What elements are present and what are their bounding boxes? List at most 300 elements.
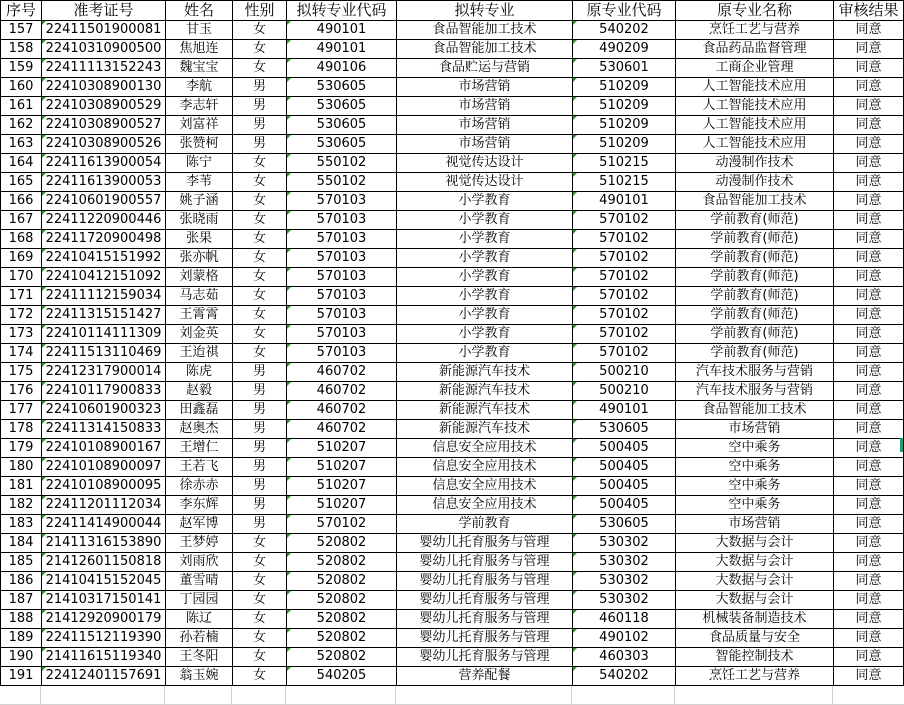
target-major-cell[interactable]: 市场营销	[397, 78, 573, 97]
target-major-cell[interactable]: 营养配餐	[397, 667, 573, 686]
gender-cell[interactable]: 女	[233, 249, 287, 268]
result-cell[interactable]: 同意	[834, 515, 904, 534]
name-cell[interactable]: 赵军博	[166, 515, 233, 534]
result-cell[interactable]: 同意	[834, 382, 904, 401]
target-code-cell[interactable]: 490101	[287, 40, 397, 59]
target-code-cell[interactable]: 550102	[287, 173, 397, 192]
target-major-cell[interactable]: 小学教育	[397, 249, 573, 268]
orig-major-cell[interactable]: 食品智能加工技术	[676, 192, 834, 211]
seq-cell[interactable]: 178	[1, 420, 42, 439]
target-code-cell[interactable]: 510207	[287, 458, 397, 477]
target-major-cell[interactable]: 小学教育	[397, 344, 573, 363]
name-cell[interactable]: 王增仁	[166, 439, 233, 458]
exam-id-cell[interactable]: 22411112159034	[42, 287, 166, 306]
seq-cell[interactable]: 189	[1, 629, 42, 648]
result-cell[interactable]: 同意	[834, 287, 904, 306]
result-cell[interactable]: 同意	[834, 211, 904, 230]
target-code-cell[interactable]: 510207	[287, 439, 397, 458]
orig-major-cell[interactable]: 学前教育(师范)	[676, 230, 834, 249]
orig-major-cell[interactable]: 大数据与会计	[676, 572, 834, 591]
seq-cell[interactable]: 172	[1, 306, 42, 325]
result-cell[interactable]: 同意	[834, 363, 904, 382]
exam-id-cell[interactable]: 22410108900167	[42, 439, 166, 458]
target-code-cell[interactable]: 530605	[287, 116, 397, 135]
target-major-cell[interactable]: 婴幼儿托育服务与管理	[397, 534, 573, 553]
target-code-cell[interactable]: 530605	[287, 97, 397, 116]
seq-cell[interactable]: 183	[1, 515, 42, 534]
exam-id-cell[interactable]: 21410415152045	[42, 572, 166, 591]
exam-id-cell[interactable]: 22411314150833	[42, 420, 166, 439]
result-cell[interactable]: 同意	[834, 648, 904, 667]
seq-cell[interactable]: 161	[1, 97, 42, 116]
gender-cell[interactable]: 男	[233, 458, 287, 477]
target-major-cell[interactable]: 新能源汽车技术	[397, 363, 573, 382]
orig-code-cell[interactable]: 570102	[573, 211, 676, 230]
gender-cell[interactable]: 女	[233, 40, 287, 59]
result-cell[interactable]: 同意	[834, 192, 904, 211]
orig-major-cell[interactable]: 市场营销	[676, 515, 834, 534]
orig-major-cell[interactable]: 智能控制技术	[676, 648, 834, 667]
seq-cell[interactable]: 186	[1, 572, 42, 591]
exam-id-cell[interactable]: 22410114111309	[42, 325, 166, 344]
gender-cell[interactable]: 男	[233, 363, 287, 382]
target-major-cell[interactable]: 小学教育	[397, 306, 573, 325]
exam-id-cell[interactable]: 21411316153890	[42, 534, 166, 553]
exam-id-cell[interactable]: 21412601150818	[42, 553, 166, 572]
gender-cell[interactable]: 男	[233, 382, 287, 401]
orig-code-cell[interactable]: 460118	[573, 610, 676, 629]
target-major-cell[interactable]: 市场营销	[397, 97, 573, 116]
result-cell[interactable]: 同意	[834, 154, 904, 173]
seq-cell[interactable]: 173	[1, 325, 42, 344]
result-cell[interactable]: 同意	[834, 477, 904, 496]
orig-code-cell[interactable]: 570102	[573, 268, 676, 287]
seq-cell[interactable]: 191	[1, 667, 42, 686]
exam-id-cell[interactable]: 22412401157691	[42, 667, 166, 686]
target-major-cell[interactable]: 小学教育	[397, 325, 573, 344]
gender-cell[interactable]: 女	[233, 667, 287, 686]
orig-code-cell[interactable]: 570102	[573, 306, 676, 325]
target-major-cell[interactable]: 小学教育	[397, 230, 573, 249]
name-cell[interactable]: 董雪晴	[166, 572, 233, 591]
gender-cell[interactable]: 男	[233, 439, 287, 458]
orig-code-cell[interactable]: 510215	[573, 154, 676, 173]
orig-major-cell[interactable]: 学前教育(师范)	[676, 325, 834, 344]
result-cell[interactable]: 同意	[834, 610, 904, 629]
target-major-cell[interactable]: 婴幼儿托育服务与管理	[397, 629, 573, 648]
name-cell[interactable]: 赵毅	[166, 382, 233, 401]
seq-cell[interactable]: 157	[1, 21, 42, 40]
orig-code-cell[interactable]: 490102	[573, 629, 676, 648]
name-cell[interactable]: 王梦婷	[166, 534, 233, 553]
result-cell[interactable]: 同意	[834, 496, 904, 515]
name-cell[interactable]: 徐赤赤	[166, 477, 233, 496]
name-cell[interactable]: 陈虎	[166, 363, 233, 382]
orig-code-cell[interactable]: 490101	[573, 401, 676, 420]
result-cell[interactable]: 同意	[834, 458, 904, 477]
exam-id-cell[interactable]: 22412317900014	[42, 363, 166, 382]
seq-cell[interactable]: 182	[1, 496, 42, 515]
gender-cell[interactable]: 女	[233, 534, 287, 553]
target-code-cell[interactable]: 510207	[287, 496, 397, 515]
orig-code-cell[interactable]: 460303	[573, 648, 676, 667]
orig-major-cell[interactable]: 空中乘务	[676, 477, 834, 496]
exam-id-cell[interactable]: 21410317150141	[42, 591, 166, 610]
name-cell[interactable]: 王霄霄	[166, 306, 233, 325]
gender-cell[interactable]: 男	[233, 477, 287, 496]
target-major-cell[interactable]: 信息安全应用技术	[397, 496, 573, 515]
gender-cell[interactable]: 女	[233, 572, 287, 591]
result-cell[interactable]: 同意	[834, 572, 904, 591]
result-cell[interactable]: 同意	[834, 401, 904, 420]
result-cell[interactable]: 同意	[834, 591, 904, 610]
exam-id-cell[interactable]: 22411501900081	[42, 21, 166, 40]
orig-code-cell[interactable]: 490209	[573, 40, 676, 59]
target-code-cell[interactable]: 570103	[287, 306, 397, 325]
name-cell[interactable]: 刘富祥	[166, 116, 233, 135]
orig-code-cell[interactable]: 530605	[573, 420, 676, 439]
target-major-cell[interactable]: 小学教育	[397, 287, 573, 306]
target-major-cell[interactable]: 视觉传达设计	[397, 154, 573, 173]
name-cell[interactable]: 孙若楠	[166, 629, 233, 648]
col-header-gender[interactable]: 性别	[233, 1, 287, 21]
exam-id-cell[interactable]: 22410601900323	[42, 401, 166, 420]
orig-code-cell[interactable]: 570102	[573, 344, 676, 363]
result-cell[interactable]: 同意	[834, 344, 904, 363]
result-cell[interactable]: 同意	[834, 553, 904, 572]
result-cell[interactable]: 同意	[834, 21, 904, 40]
gender-cell[interactable]: 女	[233, 211, 287, 230]
gender-cell[interactable]: 女	[233, 287, 287, 306]
orig-major-cell[interactable]: 食品质量与安全	[676, 629, 834, 648]
target-major-cell[interactable]: 小学教育	[397, 268, 573, 287]
exam-id-cell[interactable]: 22411220900446	[42, 211, 166, 230]
gender-cell[interactable]: 女	[233, 306, 287, 325]
target-code-cell[interactable]: 520802	[287, 591, 397, 610]
gender-cell[interactable]: 男	[233, 135, 287, 154]
seq-cell[interactable]: 168	[1, 230, 42, 249]
orig-code-cell[interactable]: 530302	[573, 553, 676, 572]
gender-cell[interactable]: 女	[233, 173, 287, 192]
result-cell[interactable]: 同意	[834, 173, 904, 192]
gender-cell[interactable]: 女	[233, 154, 287, 173]
target-code-cell[interactable]: 520802	[287, 648, 397, 667]
exam-id-cell[interactable]: 22411613900053	[42, 173, 166, 192]
orig-major-cell[interactable]: 动漫制作技术	[676, 173, 834, 192]
exam-id-cell[interactable]: 22410117900833	[42, 382, 166, 401]
exam-id-cell[interactable]: 22411613900054	[42, 154, 166, 173]
seq-cell[interactable]: 169	[1, 249, 42, 268]
orig-code-cell[interactable]: 570102	[573, 230, 676, 249]
seq-cell[interactable]: 175	[1, 363, 42, 382]
exam-id-cell[interactable]: 22410108900097	[42, 458, 166, 477]
name-cell[interactable]: 陈宁	[166, 154, 233, 173]
orig-code-cell[interactable]: 510215	[573, 173, 676, 192]
name-cell[interactable]: 田鑫磊	[166, 401, 233, 420]
name-cell[interactable]: 王迨祺	[166, 344, 233, 363]
col-header-target-major[interactable]: 拟转专业	[397, 1, 573, 21]
name-cell[interactable]: 赵奥杰	[166, 420, 233, 439]
exam-id-cell[interactable]: 22410308900526	[42, 135, 166, 154]
target-code-cell[interactable]: 570103	[287, 230, 397, 249]
seq-cell[interactable]: 184	[1, 534, 42, 553]
target-code-cell[interactable]: 570103	[287, 249, 397, 268]
gender-cell[interactable]: 女	[233, 192, 287, 211]
target-major-cell[interactable]: 婴幼儿托育服务与管理	[397, 553, 573, 572]
orig-major-cell[interactable]: 烹饪工艺与营养	[676, 667, 834, 686]
target-code-cell[interactable]: 530605	[287, 78, 397, 97]
orig-code-cell[interactable]: 510209	[573, 78, 676, 97]
name-cell[interactable]: 陈辽	[166, 610, 233, 629]
name-cell[interactable]: 丁园园	[166, 591, 233, 610]
orig-code-cell[interactable]: 530302	[573, 572, 676, 591]
orig-code-cell[interactable]: 510209	[573, 97, 676, 116]
exam-id-cell[interactable]: 21412920900179	[42, 610, 166, 629]
target-code-cell[interactable]: 550102	[287, 154, 397, 173]
orig-code-cell[interactable]: 500405	[573, 477, 676, 496]
name-cell[interactable]: 甘玉	[166, 21, 233, 40]
gender-cell[interactable]: 男	[233, 78, 287, 97]
orig-major-cell[interactable]: 学前教育(师范)	[676, 287, 834, 306]
seq-cell[interactable]: 166	[1, 192, 42, 211]
orig-major-cell[interactable]: 学前教育(师范)	[676, 211, 834, 230]
target-code-cell[interactable]: 490106	[287, 59, 397, 78]
target-code-cell[interactable]: 520802	[287, 610, 397, 629]
target-code-cell[interactable]: 460702	[287, 401, 397, 420]
seq-cell[interactable]: 159	[1, 59, 42, 78]
col-header-orig-major[interactable]: 原专业名称	[676, 1, 834, 21]
orig-code-cell[interactable]: 570102	[573, 287, 676, 306]
target-code-cell[interactable]: 520802	[287, 629, 397, 648]
gender-cell[interactable]: 男	[233, 97, 287, 116]
orig-major-cell[interactable]: 汽车技术服务与营销	[676, 382, 834, 401]
seq-cell[interactable]: 158	[1, 40, 42, 59]
result-cell[interactable]: 同意	[834, 97, 904, 116]
result-cell[interactable]: 同意	[834, 534, 904, 553]
orig-major-cell[interactable]: 大数据与会计	[676, 553, 834, 572]
seq-cell[interactable]: 185	[1, 553, 42, 572]
target-major-cell[interactable]: 婴幼儿托育服务与管理	[397, 572, 573, 591]
orig-code-cell[interactable]: 500210	[573, 363, 676, 382]
seq-cell[interactable]: 167	[1, 211, 42, 230]
target-major-cell[interactable]: 新能源汽车技术	[397, 420, 573, 439]
orig-code-cell[interactable]: 570102	[573, 325, 676, 344]
name-cell[interactable]: 张晓雨	[166, 211, 233, 230]
exam-id-cell[interactable]: 22411512119390	[42, 629, 166, 648]
orig-code-cell[interactable]: 530605	[573, 515, 676, 534]
result-cell[interactable]: 同意	[834, 629, 904, 648]
seq-cell[interactable]: 190	[1, 648, 42, 667]
name-cell[interactable]: 李航	[166, 78, 233, 97]
target-code-cell[interactable]: 520802	[287, 553, 397, 572]
orig-code-cell[interactable]: 540202	[573, 21, 676, 40]
gender-cell[interactable]: 女	[233, 553, 287, 572]
gender-cell[interactable]: 男	[233, 420, 287, 439]
orig-code-cell[interactable]: 510209	[573, 135, 676, 154]
orig-major-cell[interactable]: 学前教育(师范)	[676, 306, 834, 325]
name-cell[interactable]: 刘金英	[166, 325, 233, 344]
exam-id-cell[interactable]: 22411414900044	[42, 515, 166, 534]
orig-code-cell[interactable]: 510209	[573, 116, 676, 135]
exam-id-cell[interactable]: 22410310900500	[42, 40, 166, 59]
gender-cell[interactable]: 男	[233, 401, 287, 420]
gender-cell[interactable]: 男	[233, 496, 287, 515]
target-code-cell[interactable]: 460702	[287, 420, 397, 439]
target-major-cell[interactable]: 信息安全应用技术	[397, 458, 573, 477]
target-major-cell[interactable]: 食品智能加工技术	[397, 21, 573, 40]
target-major-cell[interactable]: 新能源汽车技术	[397, 382, 573, 401]
seq-cell[interactable]: 170	[1, 268, 42, 287]
gender-cell[interactable]: 女	[233, 591, 287, 610]
result-cell[interactable]: 同意	[834, 268, 904, 287]
orig-major-cell[interactable]: 大数据与会计	[676, 534, 834, 553]
name-cell[interactable]: 焦旭连	[166, 40, 233, 59]
exam-id-cell[interactable]: 22411201112034	[42, 496, 166, 515]
target-major-cell[interactable]: 食品贮运与营销	[397, 59, 573, 78]
target-major-cell[interactable]: 婴幼儿托育服务与管理	[397, 648, 573, 667]
gender-cell[interactable]: 女	[233, 21, 287, 40]
col-header-name[interactable]: 姓名	[166, 1, 233, 21]
result-cell[interactable]: 同意	[834, 325, 904, 344]
result-cell[interactable]: 同意	[834, 40, 904, 59]
exam-id-cell[interactable]: 22411113152243	[42, 59, 166, 78]
target-major-cell[interactable]: 信息安全应用技术	[397, 439, 573, 458]
target-major-cell[interactable]: 食品智能加工技术	[397, 40, 573, 59]
gender-cell[interactable]: 女	[233, 325, 287, 344]
seq-cell[interactable]: 176	[1, 382, 42, 401]
seq-cell[interactable]: 179	[1, 439, 42, 458]
col-header-result[interactable]: 审核结果	[834, 1, 904, 21]
result-cell[interactable]: 同意	[834, 306, 904, 325]
result-cell[interactable]: 同意	[834, 78, 904, 97]
seq-cell[interactable]: 177	[1, 401, 42, 420]
seq-cell[interactable]: 164	[1, 154, 42, 173]
result-cell[interactable]: 同意	[834, 439, 904, 458]
seq-cell[interactable]: 171	[1, 287, 42, 306]
orig-code-cell[interactable]: 540202	[573, 667, 676, 686]
exam-id-cell[interactable]: 22411315151427	[42, 306, 166, 325]
target-code-cell[interactable]: 570102	[287, 515, 397, 534]
exam-id-cell[interactable]: 22410308900527	[42, 116, 166, 135]
orig-major-cell[interactable]: 学前教育(师范)	[676, 268, 834, 287]
orig-major-cell[interactable]: 动漫制作技术	[676, 154, 834, 173]
seq-cell[interactable]: 165	[1, 173, 42, 192]
name-cell[interactable]: 翁玉婉	[166, 667, 233, 686]
exam-id-cell[interactable]: 22411720900498	[42, 230, 166, 249]
target-code-cell[interactable]: 530605	[287, 135, 397, 154]
name-cell[interactable]: 李志轩	[166, 97, 233, 116]
result-cell[interactable]: 同意	[834, 420, 904, 439]
name-cell[interactable]: 张赞柯	[166, 135, 233, 154]
orig-major-cell[interactable]: 汽车技术服务与营销	[676, 363, 834, 382]
seq-cell[interactable]: 162	[1, 116, 42, 135]
name-cell[interactable]: 李东辉	[166, 496, 233, 515]
name-cell[interactable]: 李苇	[166, 173, 233, 192]
target-major-cell[interactable]: 视觉传达设计	[397, 173, 573, 192]
name-cell[interactable]: 马志茹	[166, 287, 233, 306]
target-code-cell[interactable]: 510207	[287, 477, 397, 496]
exam-id-cell[interactable]: 22410601900557	[42, 192, 166, 211]
col-header-target-code[interactable]: 拟转专业代码	[287, 1, 397, 21]
orig-major-cell[interactable]: 人工智能技术应用	[676, 78, 834, 97]
orig-code-cell[interactable]: 530302	[573, 534, 676, 553]
orig-major-cell[interactable]: 学前教育(师范)	[676, 249, 834, 268]
seq-cell[interactable]: 188	[1, 610, 42, 629]
orig-major-cell[interactable]: 机械装备制造技术	[676, 610, 834, 629]
exam-id-cell[interactable]: 22410108900095	[42, 477, 166, 496]
orig-code-cell[interactable]: 490101	[573, 192, 676, 211]
result-cell[interactable]: 同意	[834, 249, 904, 268]
orig-major-cell[interactable]: 市场营销	[676, 420, 834, 439]
target-code-cell[interactable]: 570103	[287, 268, 397, 287]
name-cell[interactable]: 王若飞	[166, 458, 233, 477]
gender-cell[interactable]: 女	[233, 344, 287, 363]
seq-cell[interactable]: 181	[1, 477, 42, 496]
exam-id-cell[interactable]: 21411615119340	[42, 648, 166, 667]
gender-cell[interactable]: 男	[233, 116, 287, 135]
name-cell[interactable]: 张亦帆	[166, 249, 233, 268]
orig-major-cell[interactable]: 学前教育(师范)	[676, 344, 834, 363]
orig-major-cell[interactable]: 空中乘务	[676, 439, 834, 458]
orig-major-cell[interactable]: 工商企业管理	[676, 59, 834, 78]
target-major-cell[interactable]: 小学教育	[397, 211, 573, 230]
orig-code-cell[interactable]: 570102	[573, 249, 676, 268]
gender-cell[interactable]: 女	[233, 268, 287, 287]
target-major-cell[interactable]: 市场营销	[397, 116, 573, 135]
orig-major-cell[interactable]: 食品药品监督管理	[676, 40, 834, 59]
name-cell[interactable]: 刘蒙格	[166, 268, 233, 287]
gender-cell[interactable]: 男	[233, 515, 287, 534]
target-code-cell[interactable]: 460702	[287, 382, 397, 401]
gender-cell[interactable]: 女	[233, 648, 287, 667]
target-code-cell[interactable]: 520802	[287, 534, 397, 553]
orig-code-cell[interactable]: 530601	[573, 59, 676, 78]
orig-major-cell[interactable]: 人工智能技术应用	[676, 97, 834, 116]
gender-cell[interactable]: 女	[233, 610, 287, 629]
target-major-cell[interactable]: 学前教育	[397, 515, 573, 534]
gender-cell[interactable]: 女	[233, 629, 287, 648]
target-code-cell[interactable]: 570103	[287, 287, 397, 306]
orig-major-cell[interactable]: 空中乘务	[676, 496, 834, 515]
exam-id-cell[interactable]: 22411513110469	[42, 344, 166, 363]
seq-cell[interactable]: 163	[1, 135, 42, 154]
target-major-cell[interactable]: 市场营销	[397, 135, 573, 154]
seq-cell[interactable]: 174	[1, 344, 42, 363]
target-code-cell[interactable]: 570103	[287, 325, 397, 344]
target-code-cell[interactable]: 570103	[287, 344, 397, 363]
seq-cell[interactable]: 187	[1, 591, 42, 610]
result-cell[interactable]: 同意	[834, 135, 904, 154]
name-cell[interactable]: 王冬阳	[166, 648, 233, 667]
target-code-cell[interactable]: 460702	[287, 363, 397, 382]
orig-major-cell[interactable]: 人工智能技术应用	[676, 116, 834, 135]
result-cell[interactable]: 同意	[834, 667, 904, 686]
gender-cell[interactable]: 女	[233, 59, 287, 78]
orig-major-cell[interactable]: 大数据与会计	[676, 591, 834, 610]
orig-major-cell[interactable]: 食品智能加工技术	[676, 401, 834, 420]
orig-major-cell[interactable]: 人工智能技术应用	[676, 135, 834, 154]
name-cell[interactable]: 张果	[166, 230, 233, 249]
target-code-cell[interactable]: 570103	[287, 211, 397, 230]
target-code-cell[interactable]: 520802	[287, 572, 397, 591]
target-major-cell[interactable]: 婴幼儿托育服务与管理	[397, 610, 573, 629]
result-cell[interactable]: 同意	[834, 116, 904, 135]
col-header-exam-id[interactable]: 准考证号	[42, 1, 166, 21]
orig-code-cell[interactable]: 500405	[573, 496, 676, 515]
gender-cell[interactable]: 女	[233, 230, 287, 249]
target-major-cell[interactable]: 信息安全应用技术	[397, 477, 573, 496]
seq-cell[interactable]: 180	[1, 458, 42, 477]
